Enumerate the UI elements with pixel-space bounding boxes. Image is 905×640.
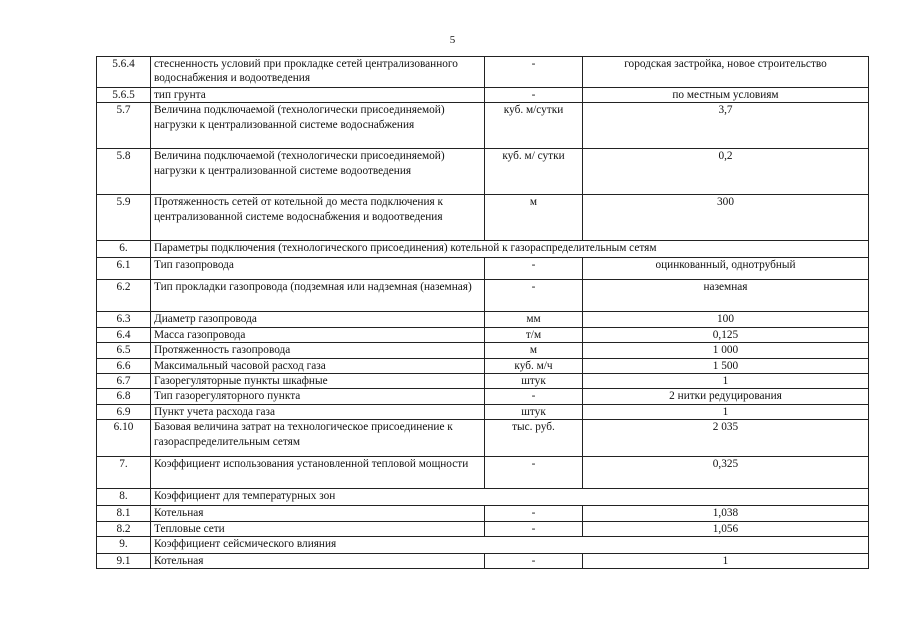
row-unit: м bbox=[485, 195, 583, 241]
row-unit: - bbox=[485, 258, 583, 280]
row-value: наземная bbox=[583, 280, 869, 312]
row-description: Базовая величина затрат на технологическое присоединение к газораспределительным сетям bbox=[151, 420, 485, 457]
row-value: 1 000 bbox=[583, 343, 869, 358]
row-description: Коэффициент использования установленной тепловой мощности bbox=[151, 457, 485, 489]
row-description: Диаметр газопровода bbox=[151, 312, 485, 327]
row-unit: - bbox=[485, 57, 583, 88]
row-value: 1 bbox=[583, 554, 869, 569]
table-row bbox=[97, 103, 869, 149]
row-number: 8.2 bbox=[97, 521, 151, 536]
row-number: 6.8 bbox=[97, 389, 151, 404]
table-row bbox=[97, 358, 869, 373]
table-row bbox=[97, 404, 869, 419]
row-unit: куб. м/ч bbox=[485, 358, 583, 373]
section-title: Параметры подключения (технологического присоединения) котельной к газораспределительным сетям bbox=[151, 241, 869, 258]
row-number: 6.9 bbox=[97, 404, 151, 419]
row-number: 6.3 bbox=[97, 312, 151, 327]
row-description: Газорегуляторные пункты шкафные bbox=[151, 374, 485, 389]
row-unit: тыс. руб. bbox=[485, 420, 583, 457]
section-number: 6. bbox=[97, 241, 151, 258]
table-row bbox=[97, 280, 869, 312]
row-number: 6.1 bbox=[97, 258, 151, 280]
row-number: 8.1 bbox=[97, 506, 151, 521]
row-description: тип грунта bbox=[151, 88, 485, 103]
table-row bbox=[97, 457, 869, 489]
row-number: 6.6 bbox=[97, 358, 151, 373]
row-unit: куб. м/сутки bbox=[485, 103, 583, 149]
row-number: 6.2 bbox=[97, 280, 151, 312]
row-unit: м bbox=[485, 343, 583, 358]
row-unit: - bbox=[485, 457, 583, 489]
row-value: 1,038 bbox=[583, 506, 869, 521]
row-unit: - bbox=[485, 88, 583, 103]
section-title: Коэффициент для температурных зон bbox=[151, 489, 869, 506]
section-row bbox=[97, 489, 869, 506]
row-value: 2 нитки редуцирования bbox=[583, 389, 869, 404]
table-row bbox=[97, 149, 869, 195]
table-row bbox=[97, 57, 869, 88]
table-row bbox=[97, 389, 869, 404]
row-value: 0,2 bbox=[583, 149, 869, 195]
row-value: 100 bbox=[583, 312, 869, 327]
section-title: Коэффициент сейсмического влияния bbox=[151, 537, 869, 554]
row-number: 6.7 bbox=[97, 374, 151, 389]
row-unit: т/м bbox=[485, 327, 583, 342]
row-description: Пункт учета расхода газа bbox=[151, 404, 485, 419]
row-value: по местным условиям bbox=[583, 88, 869, 103]
row-value: 0,125 bbox=[583, 327, 869, 342]
row-description: Протяженность сетей от котельной до места подключения к централизованной системе водоснабжения и водоотведения bbox=[151, 195, 485, 241]
table-row bbox=[97, 506, 869, 521]
row-unit: - bbox=[485, 521, 583, 536]
row-description: Тепловые сети bbox=[151, 521, 485, 536]
row-description: Величина подключаемой (технологически присоединяемой) нагрузки к централизованной системе водоснабжения bbox=[151, 103, 485, 149]
row-description: Масса газопровода bbox=[151, 327, 485, 342]
row-unit: мм bbox=[485, 312, 583, 327]
row-unit: - bbox=[485, 506, 583, 521]
row-unit: куб. м/ сутки bbox=[485, 149, 583, 195]
row-description: Тип газопровода bbox=[151, 258, 485, 280]
row-number: 6.4 bbox=[97, 327, 151, 342]
table-row bbox=[97, 195, 869, 241]
row-description: Величина подключаемой (технологически присоединяемой) нагрузки к централизованной системе водоотведения bbox=[151, 149, 485, 195]
table-row bbox=[97, 343, 869, 358]
parameters-table bbox=[96, 56, 869, 569]
row-number: 9.1 bbox=[97, 554, 151, 569]
row-value: 1,056 bbox=[583, 521, 869, 536]
row-value: оцинкованный, однотрубный bbox=[583, 258, 869, 280]
table-row bbox=[97, 312, 869, 327]
table-row bbox=[97, 88, 869, 103]
row-unit: - bbox=[485, 389, 583, 404]
row-number: 6.5 bbox=[97, 343, 151, 358]
table-row bbox=[97, 420, 869, 457]
row-unit: штук bbox=[485, 404, 583, 419]
row-number: 5.9 bbox=[97, 195, 151, 241]
row-value: 1 500 bbox=[583, 358, 869, 373]
row-number: 6.10 bbox=[97, 420, 151, 457]
table-row bbox=[97, 374, 869, 389]
row-value: 1 bbox=[583, 404, 869, 419]
row-unit: штук bbox=[485, 374, 583, 389]
section-row bbox=[97, 537, 869, 554]
row-value: 0,325 bbox=[583, 457, 869, 489]
row-number: 5.6.4 bbox=[97, 57, 151, 88]
row-value: 300 bbox=[583, 195, 869, 241]
table-row bbox=[97, 258, 869, 280]
row-value: 2 035 bbox=[583, 420, 869, 457]
table-row bbox=[97, 521, 869, 536]
row-description: Котельная bbox=[151, 554, 485, 569]
page-number: 5 bbox=[449, 34, 456, 46]
table-row bbox=[97, 327, 869, 342]
row-value: 1 bbox=[583, 374, 869, 389]
row-description: Максимальный часовой расход газа bbox=[151, 358, 485, 373]
row-description: Котельная bbox=[151, 506, 485, 521]
row-description: Протяженность газопровода bbox=[151, 343, 485, 358]
row-unit: - bbox=[485, 280, 583, 312]
row-number: 5.8 bbox=[97, 149, 151, 195]
section-number: 8. bbox=[97, 489, 151, 506]
row-value: 3,7 bbox=[583, 103, 869, 149]
section-number: 9. bbox=[97, 537, 151, 554]
table-row bbox=[97, 554, 869, 569]
row-unit: - bbox=[485, 554, 583, 569]
row-number: 5.6.5 bbox=[97, 88, 151, 103]
row-description: стесненность условий при прокладке сетей централизованного водоснабжения и водоотведения bbox=[151, 57, 485, 88]
row-description: Тип газорегуляторного пункта bbox=[151, 389, 485, 404]
row-value: городская застройка, новое строительство bbox=[583, 57, 869, 88]
row-description: Тип прокладки газопровода (подземная или надземная (наземная) bbox=[151, 280, 485, 312]
row-number: 7. bbox=[97, 457, 151, 489]
section-row bbox=[97, 241, 869, 258]
row-number: 5.7 bbox=[97, 103, 151, 149]
